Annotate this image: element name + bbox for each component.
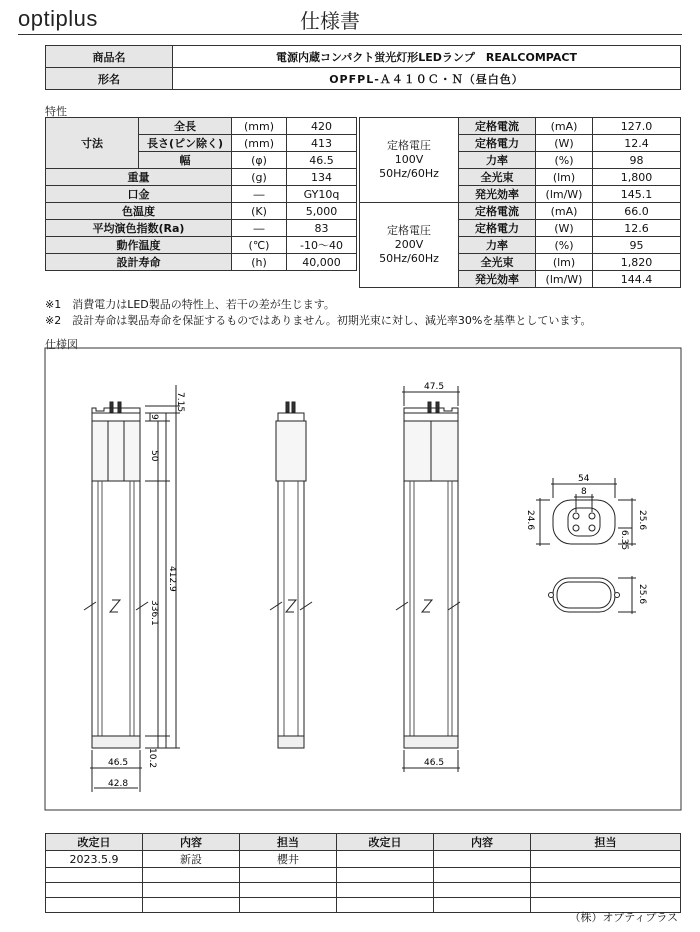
revision-cell [46,883,143,898]
table-row [46,868,681,883]
spec-value: 46.5 [287,152,357,169]
drawing-section-label: 仕様図 [45,338,78,351]
dim-8: 8 [581,487,587,497]
spec-value: 127.0 [593,118,681,135]
frequency-value: 50Hz/60Hz [379,167,439,180]
spec-value: 12.6 [593,220,681,237]
voltage-label: 定格電圧 [387,139,431,152]
spec-label: 定格電流 [459,118,536,135]
dim-9: 9 [149,414,159,420]
spec-label: 全光束 [459,169,536,186]
spec-label: 全光束 [459,254,536,271]
spec-unit: ― [232,220,287,237]
revision-cell [337,851,434,868]
lamp-side-view [270,402,312,748]
dim-42-8: 42.8 [108,779,129,789]
revision-cell [240,883,337,898]
dim-24-6: 24.6 [525,510,535,531]
spec-unit: (℃) [232,237,287,254]
revision-cell: 2023.5.9 [46,851,143,868]
revision-cell [337,898,434,913]
spec-unit: (%) [536,152,593,169]
spec-unit: (g) [232,169,287,186]
spec-value: GY10q [287,186,357,203]
spec-value: 413 [287,135,357,152]
revision-header: 担当 [531,834,681,851]
revision-cell [143,868,240,883]
spec-unit: (K) [232,203,287,220]
model-value: OPFPL-Ａ４１０Ｃ・Ｎ（昼白色） [173,68,681,90]
spec-label: 発光効率 [459,271,536,288]
lamp-front-view [84,385,180,792]
spec-value: 98 [593,152,681,169]
note-2: ※2 設計寿命は製品寿命を保証するものではありません。初期光束に対し、減光率30%を基準としています。 [45,314,592,327]
spec-value: 144.4 [593,271,681,288]
revision-cell [434,851,531,868]
spec-label: 動作温度 [46,237,232,254]
spec-value: 83 [287,220,357,237]
spec-label: 平均演色指数(Ra) [46,220,232,237]
spec-unit: (W) [536,135,593,152]
revision-header: 改定日 [337,834,434,851]
dim-7-15: 7.15 [175,392,185,413]
spec-label: 全長 [139,118,232,135]
dim-6-35: 6.35 [619,530,629,551]
revision-cell [143,898,240,913]
spec-value: -10～40 [287,237,357,254]
dim-336-1: 336.1 [149,600,159,626]
base-bottom-view [549,576,637,614]
spec-value: 5,000 [287,203,357,220]
spec-label: 幅 [139,152,232,169]
spec-unit: (lm) [536,254,593,271]
dim-412-9: 412.9 [167,566,177,592]
revision-header: 内容 [434,834,531,851]
logo-opti: opti [18,6,56,31]
revision-cell [434,898,531,913]
dim-46-5b: 46.5 [424,758,445,768]
revision-cell [434,868,531,883]
table-row [46,851,681,868]
spec-unit: ― [232,186,287,203]
revision-cell [531,868,681,883]
spec-value: 1,820 [593,254,681,271]
table-row [46,883,681,898]
spec-unit: (mm) [232,118,287,135]
dim-25-6a: 25.6 [637,510,647,531]
spec-value: 40,000 [287,254,357,271]
spec-label: 力率 [459,152,536,169]
spec-unit: (lm) [536,169,593,186]
voltage-label: 定格電圧 [387,224,431,237]
spec-label: 定格電力 [459,135,536,152]
logo-plus: plus [55,6,98,31]
spec-value: 66.0 [593,203,681,220]
product-name-value: 電源内蔵コンパクト蛍光灯形LEDランプ REALCOMPACT [173,46,681,68]
spec-section-label: 特性 [45,105,67,118]
voltage-value: 100V [394,153,424,166]
dim-46-5a: 46.5 [108,758,129,768]
dim-25-6b: 25.6 [637,584,647,605]
dim-50: 50 [149,450,159,462]
revision-cell [46,868,143,883]
spec-unit: (lm/W) [536,271,593,288]
revision-cell [531,851,681,868]
revision-header: 改定日 [46,834,143,851]
spec-value: 12.4 [593,135,681,152]
spec-label: 発光効率 [459,186,536,203]
spec-value: 145.1 [593,186,681,203]
spec-label: 重量 [46,169,232,186]
spec-unit: (mA) [536,118,593,135]
spec-value: 95 [593,237,681,254]
spec-label: 長さ(ピン除く) [139,135,232,152]
spec-label: 力率 [459,237,536,254]
spec-unit: (lm/W) [536,186,593,203]
revision-cell [434,883,531,898]
revision-cell [337,883,434,898]
spec-value: 134 [287,169,357,186]
doc-title: 仕様書 [300,9,360,33]
spec-label: 定格電力 [459,220,536,237]
spec-label: 設計寿命 [46,254,232,271]
revision-header: 担当 [240,834,337,851]
spec-unit: (φ) [232,152,287,169]
revision-cell [46,898,143,913]
lamp-rear-view [396,386,460,772]
note-1: ※1 消費電力はLED製品の特性上、若干の差が生じます。 [45,298,335,311]
size-label: 寸法 [46,118,139,169]
spec-value: 420 [287,118,357,135]
company-name: （株）オプティプラス [569,911,678,924]
revision-header: 内容 [143,834,240,851]
spec-unit: (h) [232,254,287,271]
spec-label: 定格電流 [459,203,536,220]
revision-cell [240,898,337,913]
revision-cell [337,868,434,883]
spec-label: 口金 [46,186,232,203]
spec-unit: (W) [536,220,593,237]
dim-10-2: 10.2 [147,748,157,769]
spec-unit: (%) [536,237,593,254]
revision-cell [240,868,337,883]
frequency-value: 50Hz/60Hz [379,252,439,265]
revision-cell: 櫻井 [240,851,337,868]
dim-54: 54 [578,474,590,484]
spec-value: 1,800 [593,169,681,186]
spec-label: 色温度 [46,203,232,220]
spec-unit: (mA) [536,203,593,220]
revision-table [45,833,681,913]
revision-cell [143,883,240,898]
dim-47-5: 47.5 [424,382,445,392]
spec-unit: (mm) [232,135,287,152]
model-label: 形名 [46,68,173,90]
revision-cell [531,883,681,898]
revision-cell: 新設 [143,851,240,868]
product-name-label: 商品名 [46,46,173,68]
voltage-value: 200V [394,238,424,251]
